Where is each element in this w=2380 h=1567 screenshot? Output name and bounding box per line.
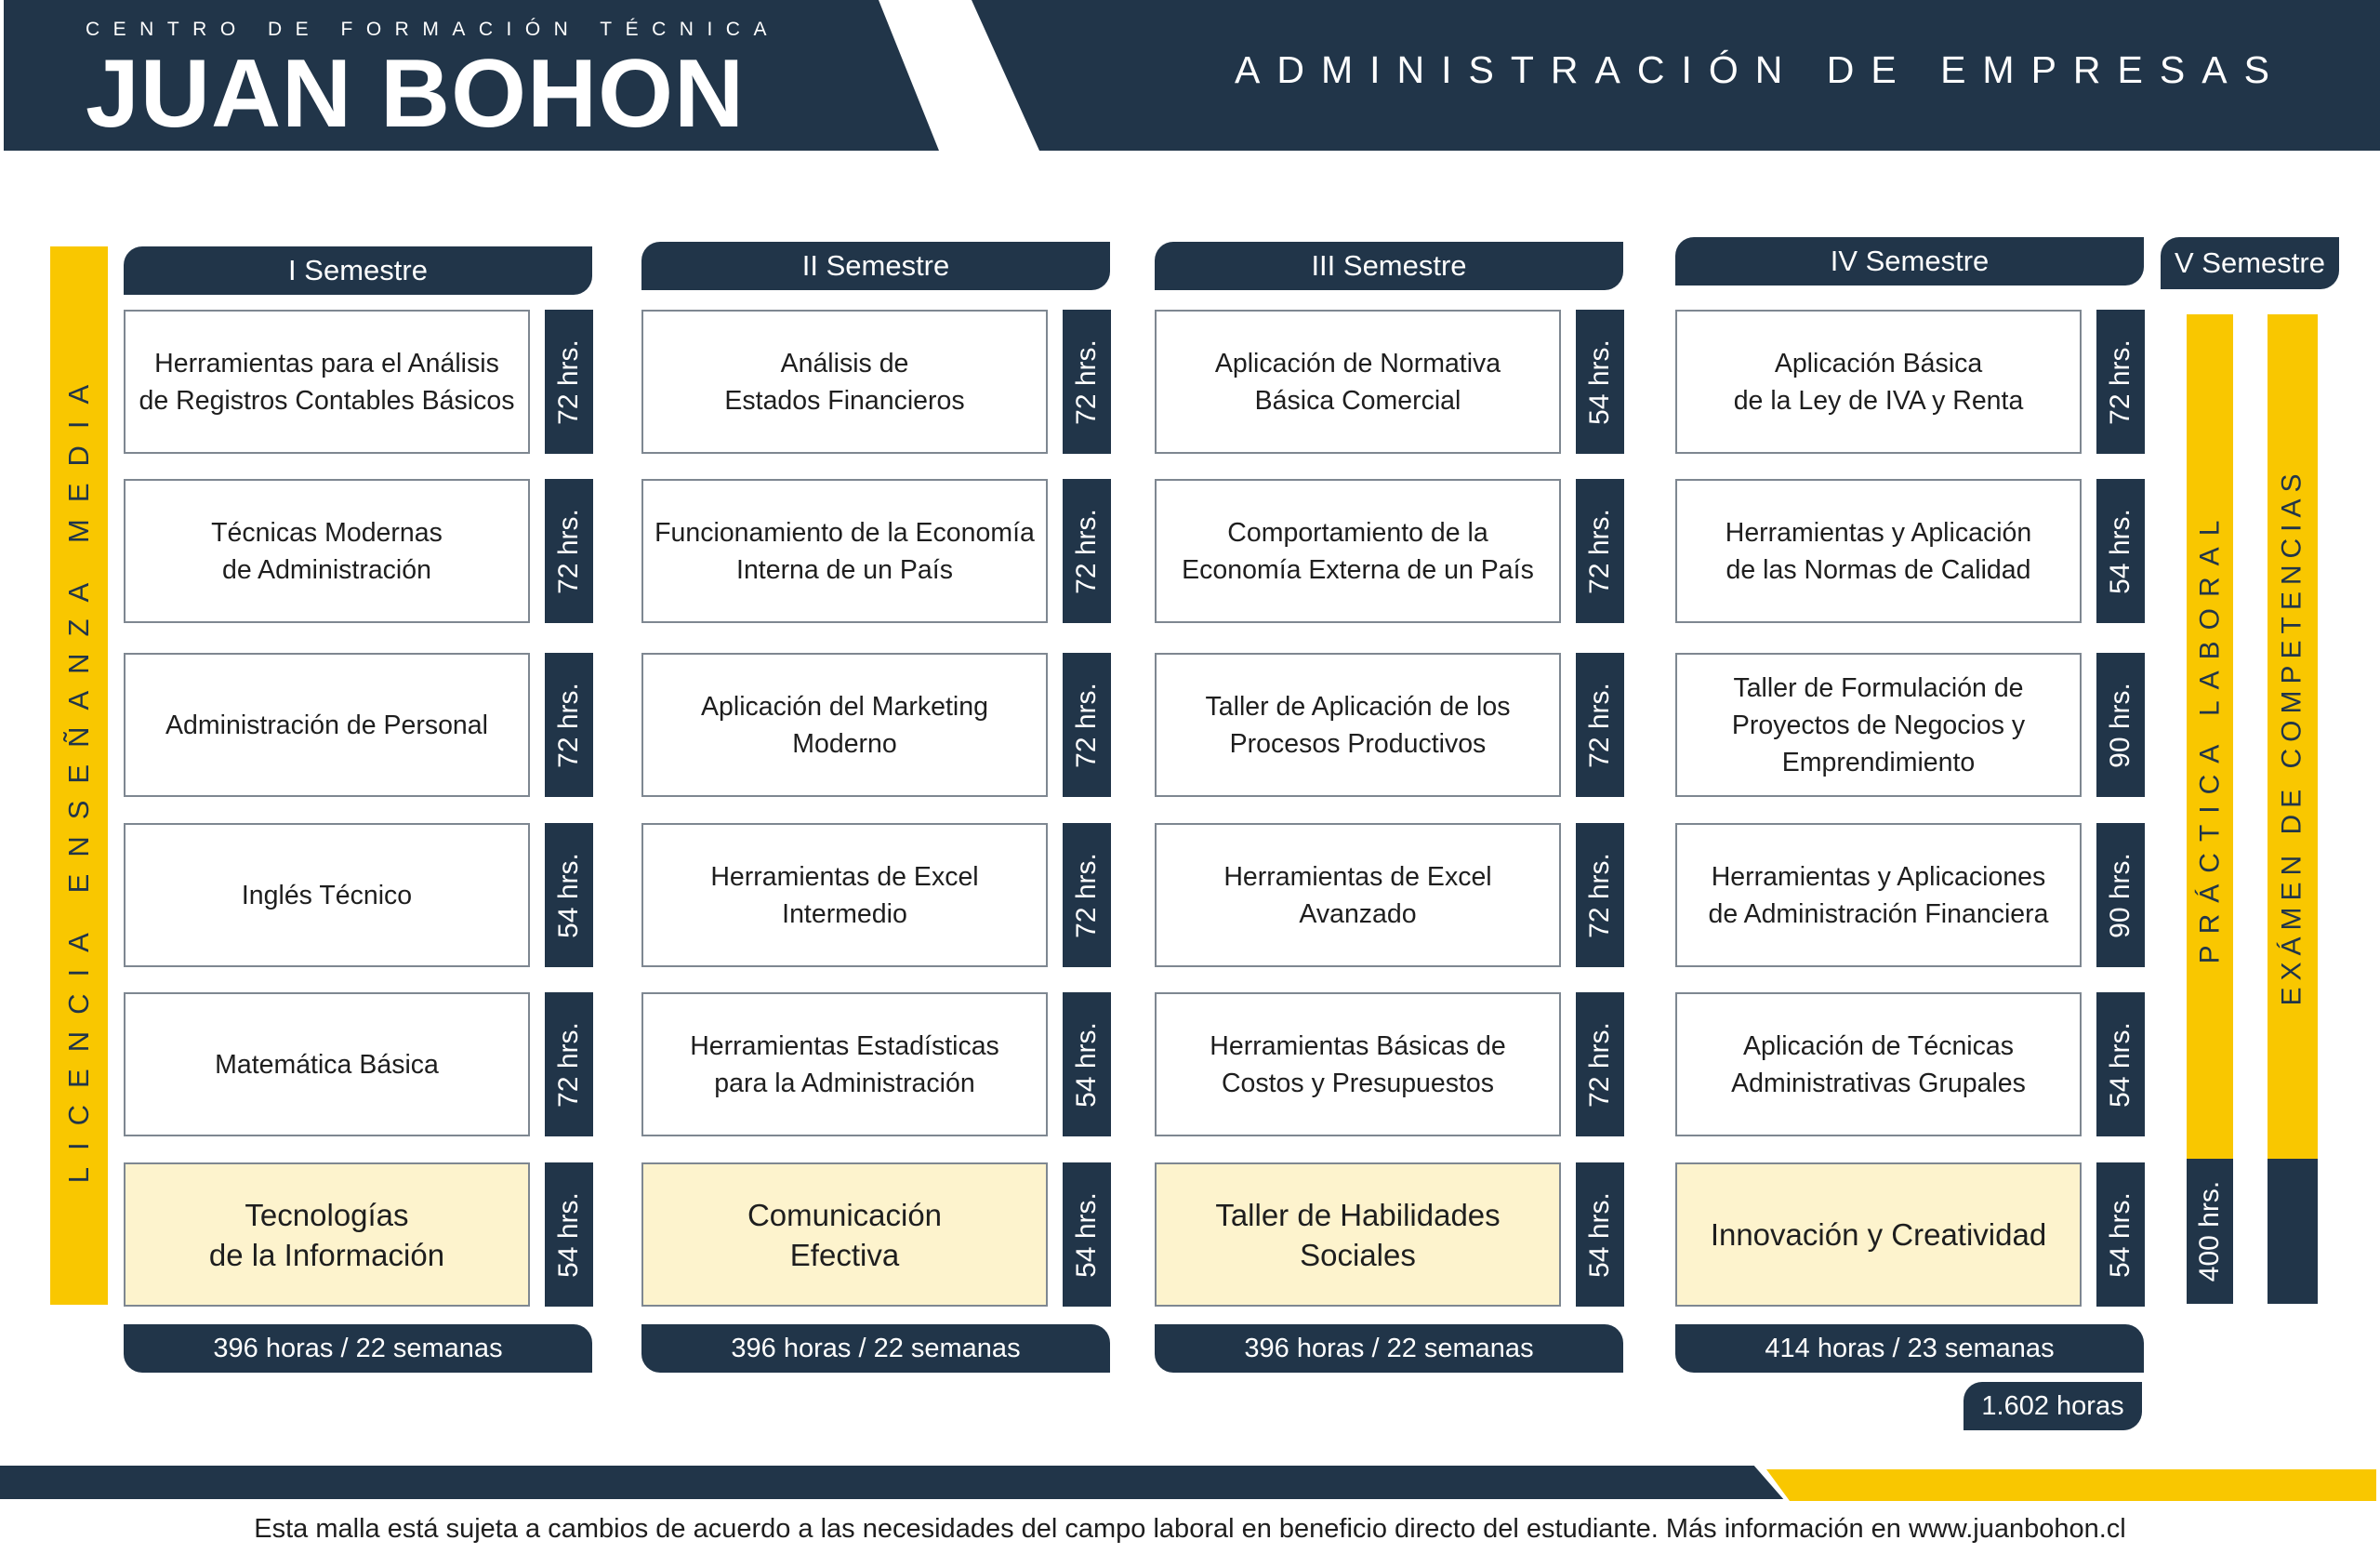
header	[0, 0, 2380, 151]
course-hours: 54 hrs.	[1584, 1191, 1615, 1278]
course-box	[641, 310, 1048, 454]
course-name: Herramientas y Aplicaciones de Administración Financiera	[1708, 861, 2049, 929]
course-name: Aplicación de Normativa Básica Comercial	[1214, 348, 1501, 416]
semester-3-header	[1155, 242, 1623, 290]
course-name: Herramientas de Excel Avanzado	[1223, 861, 1492, 929]
semester-total-text: 414 horas / 23 semanas	[1765, 1334, 2055, 1363]
course-box	[1155, 823, 1561, 967]
course-name: Herramientas Estadísticas para la Administración	[690, 1030, 999, 1098]
practica-hours-box	[2187, 1159, 2233, 1304]
career-title: ADMINISTRACIÓN DE EMPRESAS	[1235, 48, 2286, 91]
course-hours-tab	[545, 479, 593, 623]
course-box	[1155, 653, 1561, 797]
course-hours: 72 hrs.	[553, 682, 584, 768]
semester-2-header	[641, 242, 1110, 290]
semester-5-title: V Semestre	[2175, 246, 2325, 279]
course-box	[124, 310, 530, 454]
examen-bottom-block	[2268, 1159, 2318, 1304]
side-label-bar	[50, 246, 108, 1305]
course-hours: 54 hrs.	[2105, 1191, 2135, 1278]
course-box	[1675, 1162, 2082, 1307]
course-hours-tab	[1063, 1162, 1111, 1307]
practica-hours: 400 hrs.	[2194, 1180, 2225, 1282]
course-name: Herramientas y Aplicación de las Normas de Calidad	[1725, 517, 2032, 585]
course-hours-tab	[1576, 992, 1624, 1136]
course-box	[124, 479, 530, 623]
practica-laboral-label: PRÁCTICA LABORAL	[2194, 509, 2226, 964]
course-name: Herramientas para el Análisis de Registros Contables Básicos	[139, 348, 515, 416]
course-name: Funcionamiento de la Economía Interna de un País	[654, 517, 1035, 585]
course-box	[1675, 310, 2082, 454]
course-hours-tab	[545, 992, 593, 1136]
course-box	[124, 653, 530, 797]
course-hours: 72 hrs.	[1584, 508, 1615, 594]
course-hours: 54 hrs.	[1584, 339, 1615, 425]
course-hours-tab	[1576, 1162, 1624, 1307]
course-hours: 72 hrs.	[2105, 339, 2135, 425]
course-name: Matemática Básica	[215, 1049, 439, 1080]
course-box	[1675, 823, 2082, 967]
course-hours-tab	[1063, 992, 1111, 1136]
course-hours-tab	[545, 653, 593, 797]
course-name: Comportamiento de la Economía Externa de un País	[1182, 517, 1534, 585]
course-name: Innovación y Creatividad	[1710, 1217, 2047, 1252]
footer-note: Esta malla está sujeta a cambios de acuerdo a las necesidades del campo laboral en beneficio directo del estudiante. Más información en www.juanbohon.cl	[254, 1514, 2126, 1544]
course-box	[641, 479, 1048, 623]
course-hours-tab	[545, 1162, 593, 1307]
examen-competencias-bar	[2268, 314, 2318, 1159]
semester-1-title: I Semestre	[288, 254, 428, 286]
course-name: Análisis de Estados Financieros	[724, 348, 965, 416]
course-box	[124, 992, 530, 1136]
course-box	[1155, 310, 1561, 454]
course-name: Taller de Formulación de Proyectos de Negocios y Emprendimiento	[1731, 672, 2026, 777]
course-hours-tab	[2096, 823, 2145, 967]
footer-bar	[0, 1464, 2380, 1501]
course-name: Aplicación Básica de la Ley de IVA y Renta	[1733, 348, 2024, 416]
course-box	[1155, 992, 1561, 1136]
course-hours: 72 hrs.	[553, 508, 584, 594]
course-name: Taller de Habilidades Sociales	[1215, 1197, 1501, 1272]
course-hours-tab	[2096, 1162, 2145, 1307]
semester-total-text: 396 horas / 22 semanas	[213, 1334, 503, 1363]
course-name: Tecnologías de la Información	[208, 1197, 445, 1272]
course-box	[1155, 479, 1561, 623]
course-hours-tab	[545, 823, 593, 967]
course-box	[1675, 479, 2082, 623]
course-hours: 54 hrs.	[1071, 1191, 1102, 1278]
side-label: LICENCIA ENSEÑANZA MEDIA	[62, 367, 96, 1184]
course-box	[641, 823, 1048, 967]
course-hours: 72 hrs.	[1584, 1021, 1615, 1108]
course-hours: 54 hrs.	[1071, 1021, 1102, 1108]
course-hours: 54 hrs.	[553, 852, 584, 938]
course-name: Inglés Técnico	[241, 880, 413, 910]
course-box	[124, 823, 530, 967]
semester-total-text: 396 horas / 22 semanas	[1244, 1334, 1534, 1363]
course-hours: 90 hrs.	[2105, 682, 2135, 768]
course-hours-tab	[1576, 653, 1624, 797]
course-hours: 72 hrs.	[1071, 508, 1102, 594]
course-hours: 72 hrs.	[1584, 852, 1615, 938]
course-hours-tab	[1576, 310, 1624, 454]
institution-name: JUAN BOHON	[86, 40, 746, 148]
course-name: Administración de Personal	[165, 710, 488, 740]
course-name: Comunicación Efectiva	[747, 1197, 943, 1272]
course-hours-tab	[2096, 992, 2145, 1136]
course-box	[641, 1162, 1048, 1307]
course-hours: 72 hrs.	[553, 1021, 584, 1108]
course-name: Taller de Aplicación de los Procesos Productivos	[1205, 691, 1511, 759]
course-box	[1675, 653, 2082, 797]
course-hours-tab	[1063, 823, 1111, 967]
course-name: Aplicación del Marketing Moderno	[701, 691, 988, 759]
course-hours: 72 hrs.	[1071, 339, 1102, 425]
semester-4-header	[1675, 237, 2144, 286]
course-hours-tab	[1063, 310, 1111, 454]
semester-1-header	[124, 246, 592, 295]
course-hours-tab	[1063, 653, 1111, 797]
semester-3-total	[1155, 1324, 1623, 1373]
examen-competencias-label: EXÁMEN DE COMPETENCIAS	[2277, 467, 2308, 1006]
course-hours: 72 hrs.	[1071, 682, 1102, 768]
course-hours: 72 hrs.	[1584, 682, 1615, 768]
semester-2-title: II Semestre	[801, 249, 950, 282]
course-box	[641, 653, 1048, 797]
semester-5-header	[2161, 237, 2339, 289]
semester-total-text: 396 horas / 22 semanas	[731, 1334, 1021, 1363]
course-hours-tab	[1576, 479, 1624, 623]
semester-3-title: III Semestre	[1311, 249, 1467, 282]
course-box	[1155, 1162, 1561, 1307]
institution-subtitle: CENTRO DE FORMACIÓN TÉCNICA	[86, 19, 780, 40]
grand-total: 1.602 horas	[1981, 1391, 2124, 1421]
course-hours-tab	[2096, 479, 2145, 623]
semester-2-total	[641, 1324, 1110, 1373]
course-box	[124, 1162, 530, 1307]
course-name: Técnicas Modernas de Administración	[211, 517, 443, 585]
course-hours: 54 hrs.	[553, 1191, 584, 1278]
semester-1-total	[124, 1324, 592, 1373]
course-hours: 54 hrs.	[2105, 508, 2135, 594]
course-hours-tab	[1063, 479, 1111, 623]
course-box	[1675, 992, 2082, 1136]
course-box	[641, 992, 1048, 1136]
course-hours: 72 hrs.	[1071, 852, 1102, 938]
course-name: Aplicación de Técnicas Administrativas Grupales	[1731, 1030, 2026, 1098]
course-hours-tab	[2096, 653, 2145, 797]
grand-total-badge	[1964, 1382, 2142, 1430]
course-hours-tab	[1576, 823, 1624, 967]
course-hours-tab	[545, 310, 593, 454]
course-name: Herramientas de Excel Intermedio	[710, 861, 979, 929]
course-hours: 90 hrs.	[2105, 852, 2135, 938]
semester-4-total	[1675, 1324, 2144, 1373]
course-name: Herramientas Básicas de Costos y Presupuestos	[1210, 1030, 1506, 1098]
course-hours: 54 hrs.	[2105, 1021, 2135, 1108]
course-hours-tab	[2096, 310, 2145, 454]
course-hours: 72 hrs.	[553, 339, 584, 425]
practica-laboral-bar	[2187, 314, 2233, 1159]
semester-4-title: IV Semestre	[1830, 245, 1990, 277]
